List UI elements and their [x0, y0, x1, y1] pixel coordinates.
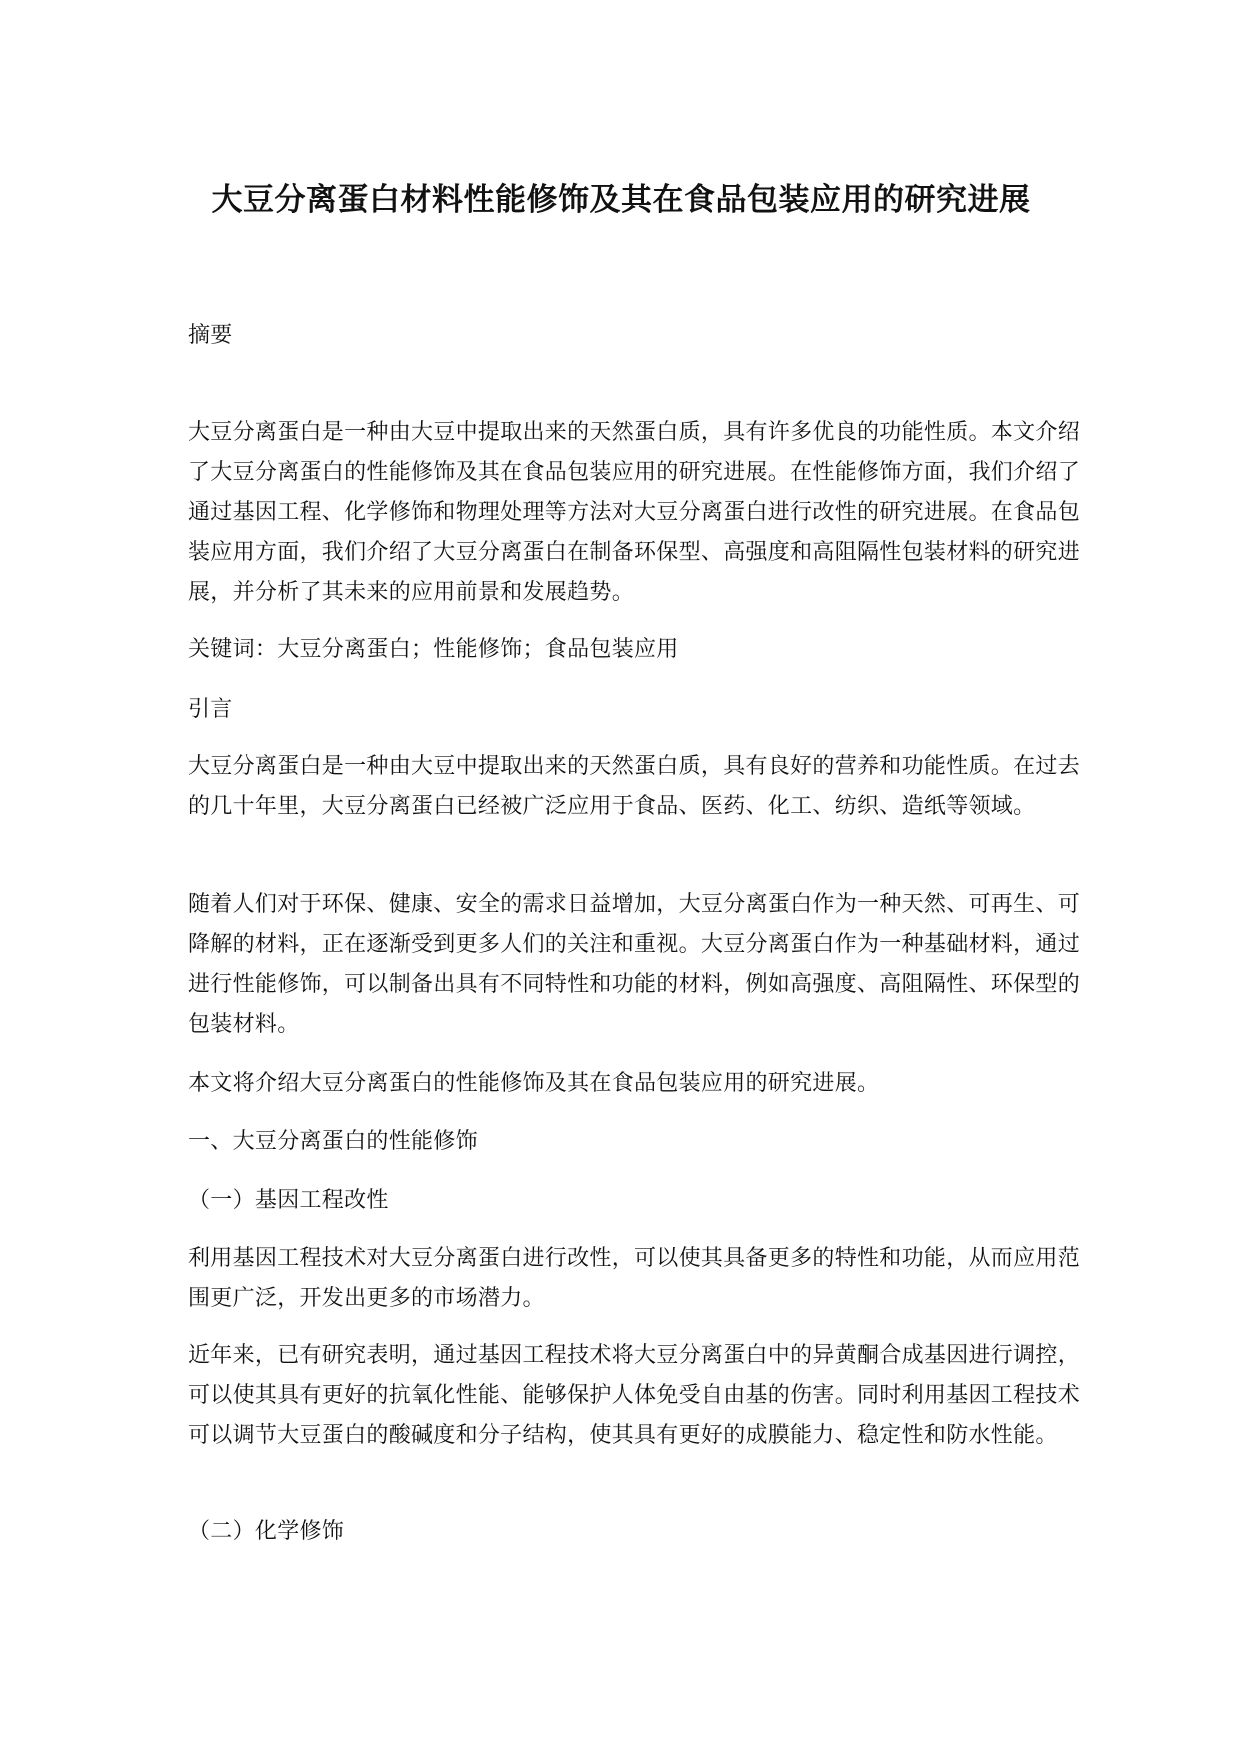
keywords-line: 关键词：大豆分离蛋白；性能修饰；食品包装应用	[188, 637, 679, 662]
abstract-body: 大豆分离蛋白是一种由大豆中提取出来的天然蛋白质，具有许多优良的功能性质。本文介绍了大豆分离蛋白的性能修饰及其在食品包装应用的研究进展。在性能修饰方面，我们介绍了通过基因工程、化学修饰和物理处理等方法对大豆分离蛋白进行改性的研究进展。在食品包装应用方面，我们介绍了大豆分离蛋白在制备环保型、高强度和高阻隔性包装材料的研究进展，并分析了其未来的应用前景和发展趋势。	[188, 420, 1081, 605]
subsection-2-heading: （二）化学修饰	[188, 1519, 345, 1544]
intro-heading: 引言	[188, 697, 233, 722]
abstract-heading: 摘要	[188, 323, 233, 348]
subsection-1-heading: （一）基因工程改性	[188, 1188, 389, 1213]
intro-paragraph-1: 大豆分离蛋白是一种由大豆中提取出来的天然蛋白质，具有良好的营养和功能性质。在过去的几十年里，大豆分离蛋白已经被广泛应用于食品、医药、化工、纺织、造纸等领域。	[188, 754, 1081, 819]
intro-paragraph-3: 本文将介绍大豆分离蛋白的性能修饰及其在食品包装应用的研究进展。	[188, 1071, 880, 1096]
document-title: 大豆分离蛋白材料性能修饰及其在食品包装应用的研究进展	[211, 182, 1031, 218]
subsection-1-paragraph-1: 利用基因工程技术对大豆分离蛋白进行改性，可以使其具备更多的特性和功能，从而应用范围更广泛，开发出更多的市场潜力。	[188, 1246, 1081, 1311]
subsection-1-paragraph-2: 近年来，已有研究表明，通过基因工程技术将大豆分离蛋白中的异黄酮合成基因进行调控，可以使其具有更好的抗氧化性能、能够保护人体免受自由基的伤害。同时利用基因工程技术可以调节大豆蛋白的酸碱度和分子结构，使其具有更好的成膜能力、稳定性和防水性能。	[188, 1343, 1081, 1448]
intro-paragraph-2: 随着人们对于环保、健康、安全的需求日益增加，大豆分离蛋白作为一种天然、可再生、可降解的材料，正在逐渐受到更多人们的关注和重视。大豆分离蛋白作为一种基础材料，通过进行性能修饰，可以制备出具有不同特性和功能的材料，例如高强度、高阻隔性、环保型的包装材料。	[188, 892, 1081, 1037]
section-1-heading: 一、大豆分离蛋白的性能修饰	[188, 1129, 478, 1154]
